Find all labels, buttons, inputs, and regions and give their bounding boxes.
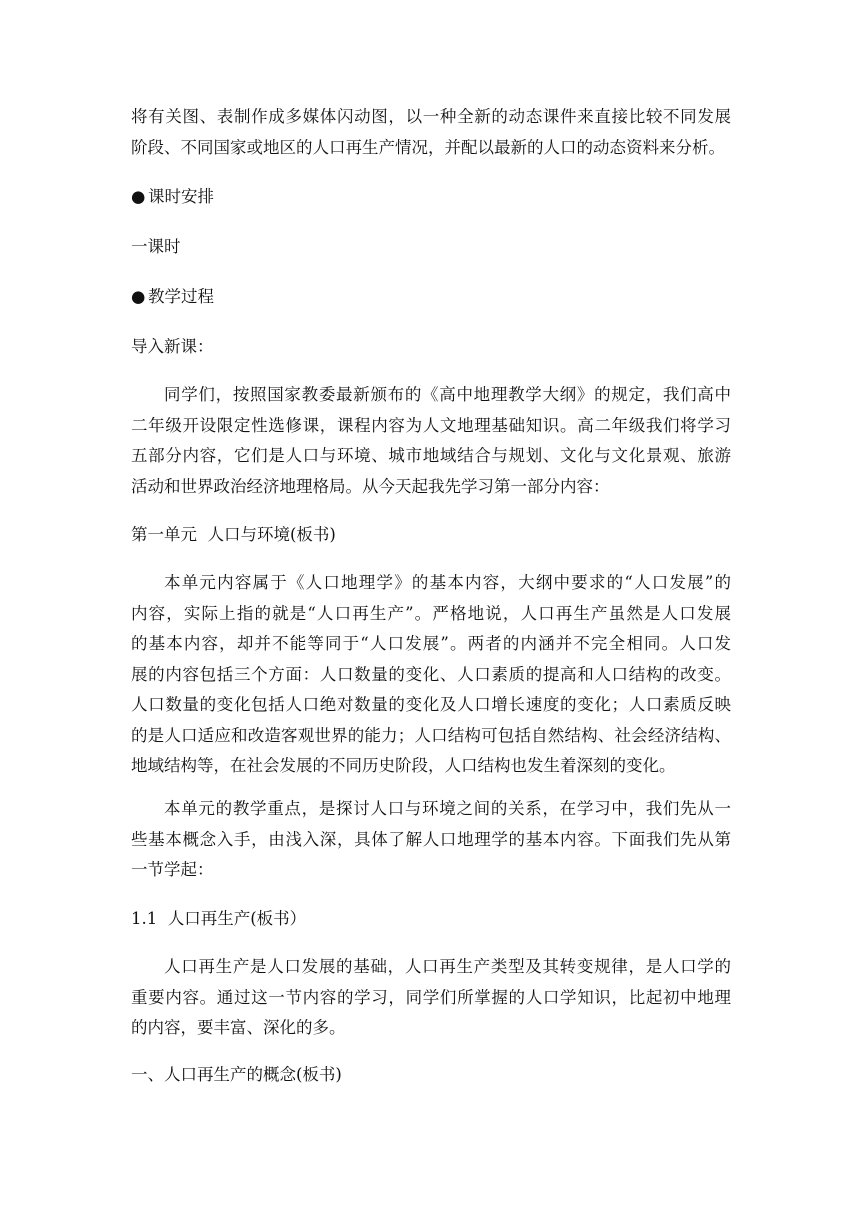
- text-line: 人口再生产是人口发展的基础，人口再生产类型及其转变规律，是人口学的: [164, 957, 731, 976]
- heading-text: 教学过程: [148, 287, 214, 306]
- intro-label: 导入新课：: [131, 337, 214, 356]
- text-line: 一节学起：: [131, 860, 214, 879]
- text-line: 展的内容包括三个方面：人口数量的变化、人口素质的提高和人口结构的改变。: [131, 664, 731, 684]
- text-line: 地域结构等，在社会发展的不同历史阶段，人口结构也发生着深刻的变化。: [131, 756, 676, 775]
- text-line: 将有关图、表制作成多媒体闪动图，以一种全新的动态课件来直接比较不同发展: [131, 107, 731, 126]
- text-line: 活动和世界政治经济地理格局。从今天起我先学习第一部分内容：: [131, 476, 610, 496]
- heading-teaching-process: [131, 282, 731, 313]
- paragraph-unit: [131, 568, 731, 782]
- paragraph-intro: [131, 380, 731, 502]
- schedule-value: 一课时: [131, 237, 181, 256]
- text-line: 的基本内容，却并不能等同于“人口发展”。两者的内涵并不完全相同。人口发: [131, 634, 731, 653]
- section-title: 1.1 人口再生产(板书）: [131, 909, 307, 928]
- heading-text: 课时安排: [148, 187, 214, 206]
- text-line: 同学们，按照国家教委最新颁布的《高中地理教学大纲》的规定，我们高中: [164, 385, 731, 404]
- bullet-icon: ●: [131, 287, 146, 306]
- text-line: 五部分内容，它们是人口与环境、城市地域结合与规划、文化与文化景观、旅游: [131, 446, 731, 465]
- subsection-title: 一、人口再生产的概念(板书): [131, 1065, 342, 1084]
- unit-title: 第一单元 人口与环境(板书): [131, 525, 336, 544]
- heading-class-schedule: [131, 182, 731, 213]
- paragraph-focus: [131, 794, 731, 886]
- paragraph-section: [131, 952, 731, 1044]
- text-line: 的是人口适应和改造客观世界的能力；人口结构可包括自然结构、社会经济结构、: [131, 725, 731, 745]
- text-line: 二年级开设限定性选修课，课程内容为人文地理基础知识。高二年级我们将学习: [131, 415, 731, 435]
- bullet-icon: ●: [131, 187, 146, 206]
- text-line: 本单元的教学重点，是探讨人口与环境之间的关系，在学习中，我们先从一: [164, 799, 731, 818]
- text-line: 内容，实际上指的就是“人口再生产”。严格地说，人口再生产虽然是人口发展: [131, 603, 731, 623]
- text-line: 人口数量的变化包括人口绝对数量的变化及人口增长速度的变化；人口素质反映: [131, 695, 731, 714]
- text-line: 阶段、不同国家或地区的人口再生产情况，并配以最新的人口的动态资料来分析。: [131, 137, 725, 157]
- text-line: 的内容，要丰富、深化的多。: [131, 1018, 346, 1037]
- text-line: 重要内容。通过这一节内容的学习，同学们所掌握的人口学知识，比起初中地理: [131, 987, 731, 1007]
- text-line: 些基本概念入手，由浅入深，具体了解人口地理学的基本内容。下面我们先从第: [131, 829, 731, 849]
- text-line: 本单元内容属于《人口地理学》的基本内容，大纲中要求的“人口发展”的: [164, 573, 731, 592]
- paragraph-media-intro: [131, 102, 731, 163]
